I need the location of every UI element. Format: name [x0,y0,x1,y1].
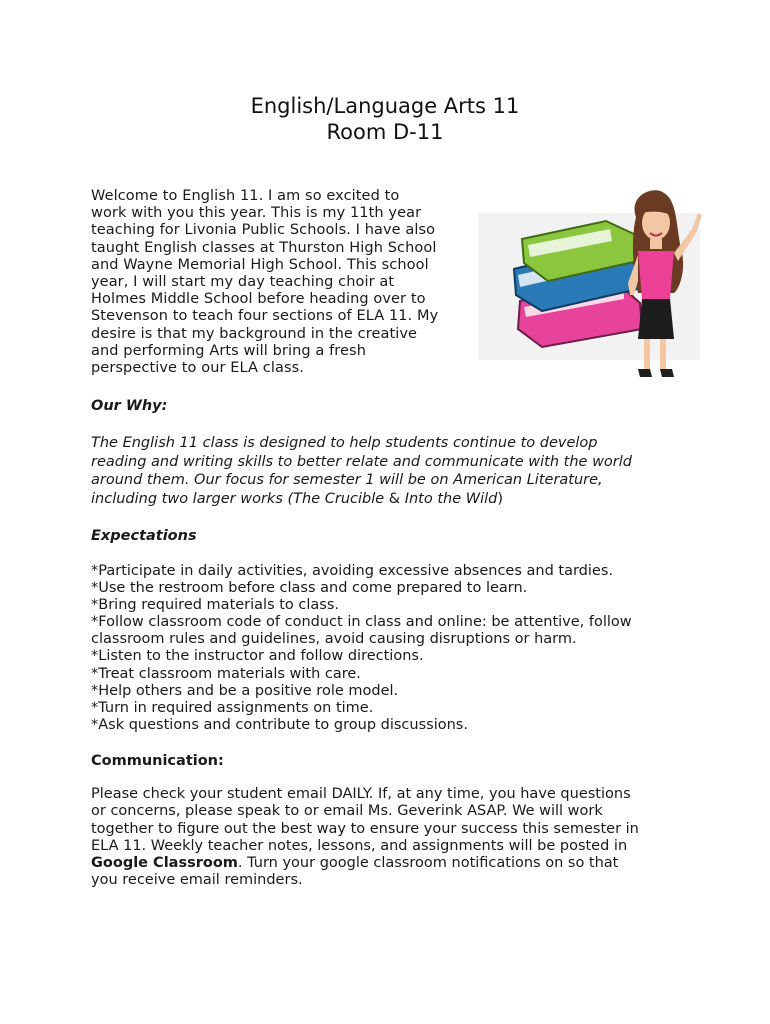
list-item: *Use the restroom before class and come prepared to learn. [91,580,528,597]
intro-line: Holmes Middle School before heading over to [91,291,426,308]
list-item: *Bring required materials to class. [91,597,340,614]
communication-line: together to figure out the best way to ensure your success this semester in [91,820,639,837]
intro-line: and Wayne Memorial High School. This school [91,256,429,273]
intro-line: teaching for Livonia Public Schools. I have also [91,222,436,239]
our-why-line: reading and writing skills to better relate and communicate with the world [91,453,632,470]
communication-line-classroom [91,855,691,872]
book-title-into-the-wild: Into the Wild [404,490,498,507]
book-title-crucible: The Crucible [293,490,385,507]
list-item: *Participate in daily activities, avoiding excessive absences and tardies. [91,563,613,579]
teacher-with-books-illustration [478,183,703,383]
google-classroom-label: Google Classroom [91,855,238,872]
communication-line: or concerns, please speak to or email Ms. Geverink ASAP. We will work [91,803,603,820]
our-why-line-works [91,490,691,509]
communication-paragraph [91,786,691,890]
room-subtitle: Room D-11 [326,120,444,144]
list-item: *Ask questions and contribute to group discussions. [91,716,468,733]
intro-line: taught English classes at Thurston High School [91,239,437,256]
works-suffix: ) [497,490,504,507]
list-item: *Help others and be a positive role model. [91,682,399,699]
communication-line: ELA 11. Weekly teacher notes, lessons, and assignments will be posted in [91,837,628,854]
intro-line: and performing Arts will bring a fresh [91,342,367,359]
works-prefix: including two larger works ( [91,490,294,507]
list-item: *Turn in required assignments on time. [91,699,374,716]
expectations-list [91,563,691,734]
intro-paragraph [91,188,471,377]
our-why-line: The English 11 class is designed to help students continue to develop [91,435,598,451]
intro-line: year, I will start my day teaching choir at [91,274,395,291]
intro-line: Welcome to English 11. I am so excited to [91,188,400,204]
expectations-heading: Expectations [91,528,197,544]
list-item: *Follow classroom code of conduct in class and online: be attentive, follow [91,614,632,631]
notifications-text: . Turn your google classroom notifications on so that [237,855,619,872]
communication-line: Please check your student email DAILY. If, at any time, you have questions [91,786,631,802]
our-why-heading: Our Why: [91,398,168,414]
our-why-line: around them. Our focus for semester 1 will be on American Literature, [91,472,603,489]
page-title: English/Language Arts 11 [250,94,520,118]
list-item: *Treat classroom materials with care. [91,665,361,682]
communication-heading: Communication: [91,753,224,769]
list-item: classroom rules and guidelines, avoid causing disruptions or harm. [91,631,577,648]
communication-line: you receive email reminders. [91,872,303,889]
books-stack-icon [514,221,642,347]
intro-line: desire is that my background in the creative [91,325,418,342]
list-item: *Listen to the instructor and follow directions. [91,648,424,665]
intro-line: Stevenson to teach four sections of ELA 11. My [91,308,439,325]
intro-line: perspective to our ELA class. [91,360,304,377]
intro-line: work with you this year. This is my 11th year [91,205,422,222]
our-why-paragraph [91,434,691,508]
ampersand: & [384,490,405,507]
